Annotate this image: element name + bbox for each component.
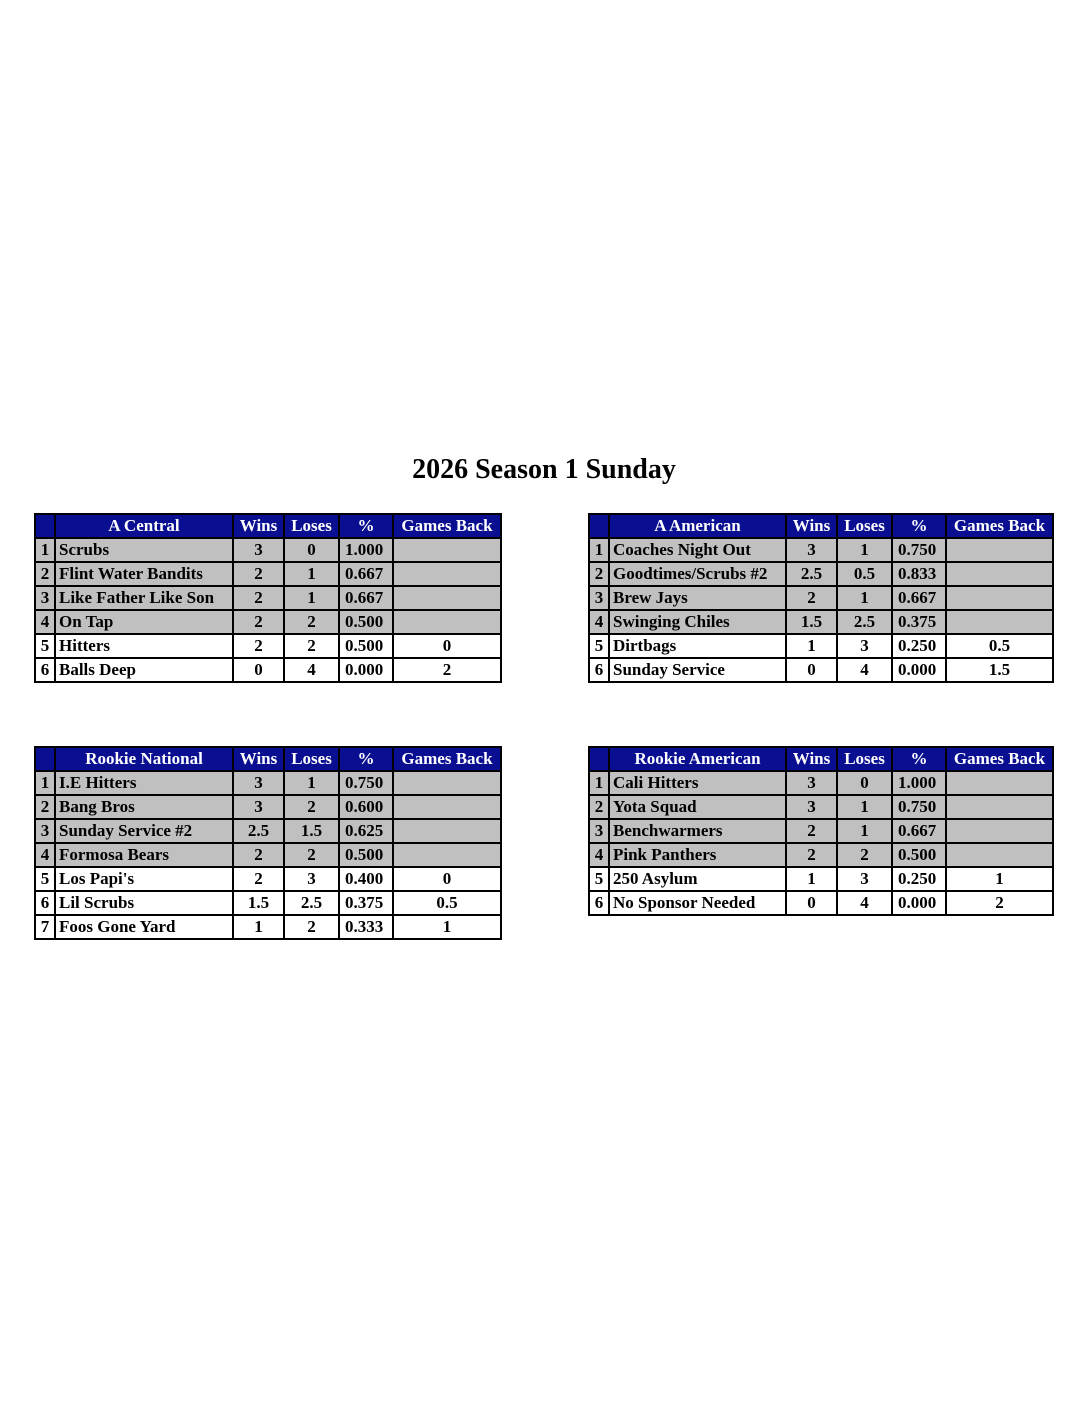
games-back-cell (946, 819, 1053, 843)
team-name: Cali Hitters (609, 771, 786, 795)
division-name: A Central (55, 514, 233, 538)
loses-cell: 2.5 (284, 891, 339, 915)
rank-cell: 3 (589, 586, 609, 610)
loses-cell: 1 (284, 771, 339, 795)
team-name: Lil Scrubs (55, 891, 233, 915)
games-back-cell (946, 771, 1053, 795)
rank-header (35, 514, 55, 538)
wins-cell: 2.5 (786, 562, 837, 586)
games-back-cell (946, 843, 1053, 867)
rank-cell: 4 (35, 843, 55, 867)
team-name: Hitters (55, 634, 233, 658)
pct-cell: 0.833 (892, 562, 946, 586)
table-row (589, 843, 1053, 867)
pct-cell: 0.400 (339, 867, 393, 891)
loses-cell: 2 (284, 634, 339, 658)
games-back-header: Games Back (946, 514, 1053, 538)
loses-cell: 1 (837, 538, 892, 562)
standings-table-a-american (588, 513, 1054, 683)
wins-cell: 0 (233, 658, 284, 682)
team-name: Formosa Bears (55, 843, 233, 867)
team-name: 250 Asylum (609, 867, 786, 891)
team-name: Scrubs (55, 538, 233, 562)
division-name: A American (609, 514, 786, 538)
team-name: Coaches Night Out (609, 538, 786, 562)
games-back-cell: 0.5 (946, 634, 1053, 658)
rank-cell: 5 (589, 867, 609, 891)
team-name: Brew Jays (609, 586, 786, 610)
games-back-cell (946, 586, 1053, 610)
pct-cell: 0.000 (892, 891, 946, 915)
pct-cell: 0.250 (892, 634, 946, 658)
loses-cell: 1 (837, 819, 892, 843)
pct-cell: 1.000 (339, 538, 393, 562)
wins-cell: 2 (233, 586, 284, 610)
loses-cell: 2 (284, 843, 339, 867)
games-back-cell: 1.5 (946, 658, 1053, 682)
wins-cell: 2 (786, 586, 837, 610)
pct-header: % (892, 514, 946, 538)
pct-cell: 0.250 (892, 867, 946, 891)
pct-cell: 0.500 (892, 843, 946, 867)
pct-header: % (339, 514, 393, 538)
loses-cell: 4 (837, 891, 892, 915)
team-name: I.E Hitters (55, 771, 233, 795)
games-back-header: Games Back (393, 747, 501, 771)
loses-cell: 3 (284, 867, 339, 891)
games-back-cell: 0.5 (393, 891, 501, 915)
team-name: Pink Panthers (609, 843, 786, 867)
games-back-cell (393, 843, 501, 867)
rank-cell: 4 (35, 610, 55, 634)
pct-cell: 1.000 (892, 771, 946, 795)
rank-header (589, 747, 609, 771)
rank-cell: 3 (35, 819, 55, 843)
loses-cell: 2 (284, 610, 339, 634)
loses-cell: 1 (284, 586, 339, 610)
pct-cell: 0.500 (339, 843, 393, 867)
wins-cell: 2 (786, 819, 837, 843)
wins-cell: 3 (233, 538, 284, 562)
table-row (35, 819, 501, 843)
rank-cell: 2 (35, 562, 55, 586)
table-row (35, 610, 501, 634)
pct-cell: 0.667 (892, 586, 946, 610)
table-row (589, 634, 1053, 658)
games-back-cell (393, 538, 501, 562)
table-row (35, 538, 501, 562)
games-back-header: Games Back (946, 747, 1053, 771)
pct-cell: 0.333 (339, 915, 393, 939)
rank-cell: 6 (35, 658, 55, 682)
wins-cell: 1 (786, 634, 837, 658)
rank-cell: 2 (589, 795, 609, 819)
rank-cell: 1 (589, 538, 609, 562)
team-name: Like Father Like Son (55, 586, 233, 610)
table-row (35, 891, 501, 915)
rank-cell: 5 (589, 634, 609, 658)
team-name: Sunday Service (609, 658, 786, 682)
table-row (35, 562, 501, 586)
loses-cell: 1 (837, 586, 892, 610)
header-row (589, 747, 1053, 771)
loses-header: Loses (284, 514, 339, 538)
wins-header: Wins (233, 514, 284, 538)
games-back-cell: 2 (393, 658, 501, 682)
rank-cell: 3 (35, 586, 55, 610)
pct-cell: 0.750 (892, 795, 946, 819)
loses-cell: 3 (837, 867, 892, 891)
pct-cell: 0.375 (339, 891, 393, 915)
team-name: Balls Deep (55, 658, 233, 682)
loses-cell: 1 (284, 562, 339, 586)
team-name: Bang Bros (55, 795, 233, 819)
games-back-cell (946, 538, 1053, 562)
pct-cell: 0.625 (339, 819, 393, 843)
team-name: No Sponsor Needed (609, 891, 786, 915)
pct-cell: 0.000 (339, 658, 393, 682)
wins-cell: 2 (233, 867, 284, 891)
team-name: Dirtbags (609, 634, 786, 658)
rank-cell: 1 (35, 538, 55, 562)
games-back-cell (946, 562, 1053, 586)
rank-cell: 1 (35, 771, 55, 795)
table-row (589, 795, 1053, 819)
games-back-cell (393, 819, 501, 843)
pct-header: % (892, 747, 946, 771)
wins-cell: 1 (786, 867, 837, 891)
wins-cell: 3 (233, 795, 284, 819)
loses-cell: 2.5 (837, 610, 892, 634)
pct-cell: 0.375 (892, 610, 946, 634)
loses-cell: 4 (837, 658, 892, 682)
wins-header: Wins (786, 747, 837, 771)
rank-cell: 5 (35, 867, 55, 891)
wins-cell: 3 (233, 771, 284, 795)
table-row (589, 538, 1053, 562)
wins-header: Wins (233, 747, 284, 771)
wins-cell: 1 (233, 915, 284, 939)
loses-cell: 4 (284, 658, 339, 682)
team-name: Flint Water Bandits (55, 562, 233, 586)
team-name: Foos Gone Yard (55, 915, 233, 939)
rank-header (589, 514, 609, 538)
page-title: 2026 Season 1 Sunday (412, 454, 676, 485)
table-row (589, 771, 1053, 795)
table-row (589, 891, 1053, 915)
pct-header: % (339, 747, 393, 771)
loses-cell: 1 (837, 795, 892, 819)
pct-cell: 0.750 (339, 771, 393, 795)
wins-cell: 0 (786, 891, 837, 915)
loses-cell: 2 (284, 795, 339, 819)
loses-header: Loses (837, 514, 892, 538)
standings-table-rookie-national (34, 746, 502, 940)
wins-cell: 1.5 (233, 891, 284, 915)
table-row (35, 795, 501, 819)
loses-cell: 0 (284, 538, 339, 562)
table-row (589, 562, 1053, 586)
loses-cell: 0 (837, 771, 892, 795)
wins-cell: 0 (786, 658, 837, 682)
table-row (35, 586, 501, 610)
games-back-cell (393, 771, 501, 795)
loses-cell: 2 (837, 843, 892, 867)
pct-cell: 0.500 (339, 634, 393, 658)
wins-cell: 2.5 (233, 819, 284, 843)
loses-cell: 2 (284, 915, 339, 939)
pct-cell: 0.600 (339, 795, 393, 819)
loses-header: Loses (284, 747, 339, 771)
games-back-cell (393, 610, 501, 634)
wins-cell: 3 (786, 538, 837, 562)
loses-cell: 1.5 (284, 819, 339, 843)
games-back-cell: 2 (946, 891, 1053, 915)
team-name: Yota Squad (609, 795, 786, 819)
header-row (35, 747, 501, 771)
table-row (589, 819, 1053, 843)
rank-cell: 4 (589, 610, 609, 634)
rank-cell: 1 (589, 771, 609, 795)
rank-cell: 7 (35, 915, 55, 939)
table-row (589, 867, 1053, 891)
wins-cell: 3 (786, 795, 837, 819)
rank-cell: 6 (589, 658, 609, 682)
table-row (35, 867, 501, 891)
loses-cell: 0.5 (837, 562, 892, 586)
pct-cell: 0.000 (892, 658, 946, 682)
rank-cell: 4 (589, 843, 609, 867)
rank-cell: 2 (35, 795, 55, 819)
division-name: Rookie American (609, 747, 786, 771)
wins-cell: 3 (786, 771, 837, 795)
wins-cell: 2 (786, 843, 837, 867)
header-row (35, 514, 501, 538)
loses-cell: 3 (837, 634, 892, 658)
team-name: Los Papi's (55, 867, 233, 891)
wins-cell: 2 (233, 562, 284, 586)
table-row (35, 658, 501, 682)
table-row (589, 658, 1053, 682)
team-name: On Tap (55, 610, 233, 634)
games-back-cell (946, 795, 1053, 819)
rank-cell: 6 (589, 891, 609, 915)
standings-table-a-central (34, 513, 502, 683)
games-back-cell: 0 (393, 867, 501, 891)
games-back-cell: 1 (946, 867, 1053, 891)
team-name: Goodtimes/Scrubs #2 (609, 562, 786, 586)
games-back-cell (946, 610, 1053, 634)
games-back-cell (393, 795, 501, 819)
standings-table-rookie-american (588, 746, 1054, 916)
wins-cell: 1.5 (786, 610, 837, 634)
wins-cell: 2 (233, 843, 284, 867)
wins-header: Wins (786, 514, 837, 538)
team-name: Benchwarmers (609, 819, 786, 843)
table-row (589, 610, 1053, 634)
header-row (589, 514, 1053, 538)
table-row (35, 915, 501, 939)
table-row (35, 843, 501, 867)
rank-header (35, 747, 55, 771)
rank-cell: 3 (589, 819, 609, 843)
wins-cell: 2 (233, 634, 284, 658)
team-name: Swinging Chiles (609, 610, 786, 634)
division-name: Rookie National (55, 747, 233, 771)
games-back-cell (393, 562, 501, 586)
games-back-cell: 1 (393, 915, 501, 939)
rank-cell: 6 (35, 891, 55, 915)
team-name: Sunday Service #2 (55, 819, 233, 843)
table-row (35, 771, 501, 795)
table-row (35, 634, 501, 658)
pct-cell: 0.667 (339, 562, 393, 586)
games-back-header: Games Back (393, 514, 501, 538)
games-back-cell: 0 (393, 634, 501, 658)
rank-cell: 5 (35, 634, 55, 658)
wins-cell: 2 (233, 610, 284, 634)
pct-cell: 0.667 (339, 586, 393, 610)
games-back-cell (393, 586, 501, 610)
pct-cell: 0.500 (339, 610, 393, 634)
rank-cell: 2 (589, 562, 609, 586)
pct-cell: 0.667 (892, 819, 946, 843)
loses-header: Loses (837, 747, 892, 771)
pct-cell: 0.750 (892, 538, 946, 562)
table-row (589, 586, 1053, 610)
